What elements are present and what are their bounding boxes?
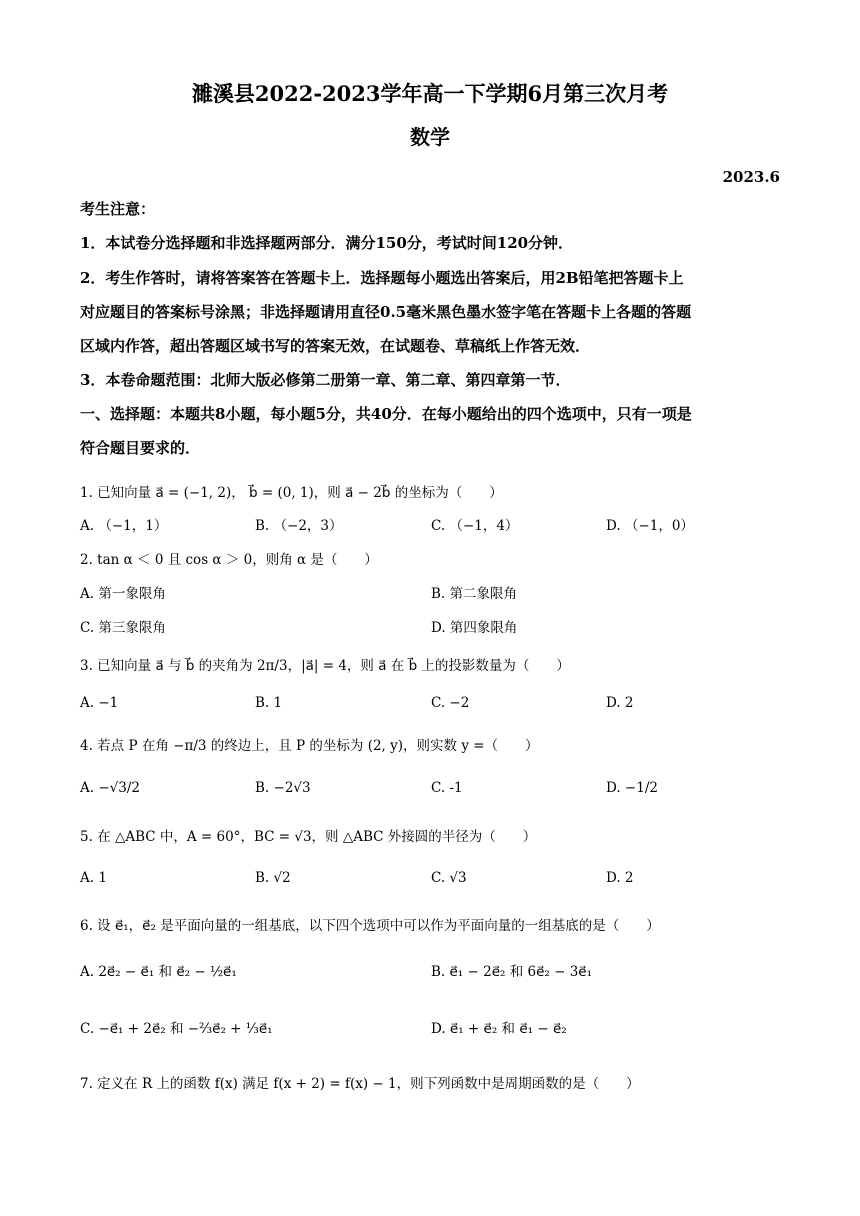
question-6-stem: 6. 设 e⃗₁，e⃗₂ 是平面向量的一组基底，以下四个选项中可以作为平面向量的一组基底的是（ ）: [80, 918, 660, 934]
q6-option-a: A. 2e⃗₂ − e⃗₁ 和 e⃗₂ − ½e⃗₁: [80, 964, 237, 980]
q1-option-d: D. （−1，0）: [606, 518, 694, 534]
q3-option-a: A. −1: [80, 695, 119, 711]
q6-option-d: D. e⃗₁ + e⃗₂ 和 e⃗₁ − e⃗₂: [431, 1021, 567, 1037]
q1-option-c: C. （−1，4）: [431, 518, 519, 534]
q1-option-a: A. （−1，1）: [80, 518, 168, 534]
notice-line-2: 2．考生作答时，请将答案答在答题卡上．选择题每小题选出答案后，用2B铅笔把答题卡上: [80, 269, 684, 287]
q6-option-c: C. −e⃗₁ + 2e⃗₂ 和 −⅔e⃗₂ + ⅓e⃗₁: [80, 1021, 273, 1037]
q3-option-b: B. 1: [255, 695, 283, 711]
exam-subject: 数学: [410, 125, 450, 149]
section-heading: 一、选择题：本题共8小题，每小题5分，共40分．在每小题给出的四个选项中，只有一项是: [80, 405, 692, 423]
question-2-stem: 2. tan α ＜ 0 且 cos α ＞ 0，则角 α 是（ ）: [80, 552, 378, 568]
exam-title: 濉溪县2022-2023学年高一下学期6月第三次月考: [191, 81, 669, 106]
question-1-stem: 1. 已知向量 a⃗ = (−1, 2)， b⃗ = (0, 1)，则 a⃗ − 2b⃗ 的坐标为（ ）: [80, 485, 503, 501]
notice-line-1: 1．本试卷分选择题和非选择题两部分．满分150分，考试时间120分钟．: [80, 234, 574, 252]
question-3-stem: 3. 已知向量 a⃗ 与 b⃗ 的夹角为 2π/3，|a⃗| = 4，则 a⃗ 在 b⃗ 上的投影数量为（ ）: [80, 658, 570, 674]
section-heading-cont: 符合题目要求的．: [80, 439, 201, 457]
q5-option-d: D. 2: [606, 870, 634, 886]
q2-option-a: A. 第一象限角: [80, 586, 166, 602]
q4-option-d: D. −1/2: [606, 780, 658, 796]
q4-option-c: C. -1: [431, 780, 463, 796]
q3-option-d: D. 2: [606, 695, 634, 711]
question-7-stem: 7. 定义在 R 上的函数 f(x) 满足 f(x + 2) = f(x) − 1，则下列函数中是周期函数的是（ ）: [80, 1076, 640, 1092]
q6-option-b: B. e⃗₁ − 2e⃗₂ 和 6e⃗₂ − 3e⃗₁: [431, 964, 593, 980]
q5-option-a: A. 1: [80, 870, 107, 886]
q2-option-b: B. 第二象限角: [431, 586, 518, 602]
notice-line-5: 3．本卷命题范围：北师大版必修第二册第一章、第二章、第四章第一节．: [80, 371, 571, 389]
q5-option-c: C. √3: [431, 870, 467, 886]
exam-date: 2023.6: [722, 168, 780, 186]
q3-option-c: C. −2: [431, 695, 470, 711]
notice-line-3: 对应题目的答案标号涂黑；非选择题请用直径0.5毫米黑色墨水签字笔在答题卡上各题的答题: [80, 303, 692, 321]
q5-option-b: B. √2: [255, 870, 291, 886]
question-5-stem: 5. 在 △ABC 中，A = 60°，BC = √3，则 △ABC 外接圆的半径为（ ）: [80, 829, 537, 845]
q4-option-a: A. −√3/2: [80, 780, 140, 796]
q2-option-c: C. 第三象限角: [80, 620, 166, 636]
q2-option-d: D. 第四象限角: [431, 620, 518, 636]
q1-option-b: B. （−2，3）: [255, 518, 343, 534]
question-4-stem: 4. 若点 P 在角 −π/3 的终边上，且 P 的坐标为 (2, y)，则实数 y =（ ）: [80, 738, 539, 754]
q4-option-b: B. −2√3: [255, 780, 311, 796]
notice-heading: 考生注意：: [80, 200, 156, 218]
notice-line-4: 区域内作答，超出答题区域书写的答案无效，在试题卷、草稿纸上作答无效．: [80, 337, 591, 355]
